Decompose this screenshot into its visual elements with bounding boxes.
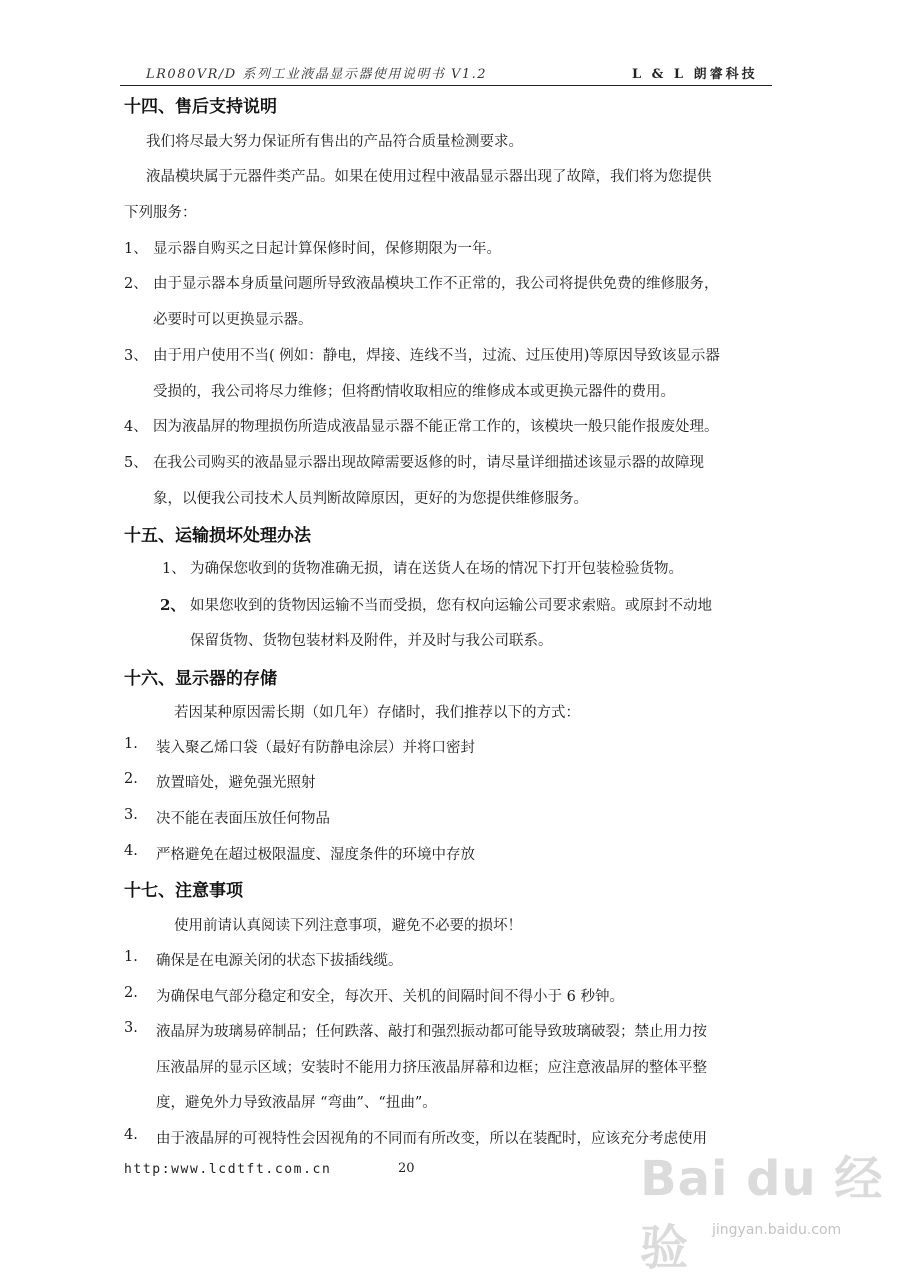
list-item-text: 象，以便我公司技术人员判断故障原因，更好的为您提供维修服务。: [153, 491, 588, 507]
list-item-number: 3、: [124, 348, 148, 364]
list-item-text: 必要时可以更换显示器。: [153, 312, 313, 328]
list-item-number: 3.: [124, 807, 138, 823]
section-14-intro-1: 我们将尽最大努力保证所有售出的产品符合质量检测要求。: [146, 134, 523, 150]
footer-url: http:www.lcdtft.com.cn: [124, 1162, 332, 1177]
section-16-intro: 若因某种原因需长期（如几年）存储时，我们推荐以下的方式：: [174, 705, 580, 721]
list-item-text: 装入聚乙烯口袋（最好有防静电涂层）并将口密封: [156, 740, 475, 756]
list-item-number: 1.: [124, 736, 138, 752]
list-item-number: 5、: [124, 455, 148, 471]
section-15-heading: 十五、运输损坏处理办法: [124, 526, 311, 546]
list-item-number: 2、: [160, 596, 186, 614]
list-item-text: 确保是在电源关闭的状态下拔插线缆。: [156, 953, 403, 969]
list-item-text: 压液晶屏的显示区域；安装时不能用力挤压液晶屏幕和边框；应注意液晶屏的整体平整: [156, 1060, 707, 1076]
page-header: [120, 63, 772, 86]
watermark-logo: Bai du 经验: [640, 1151, 884, 1276]
section-17-heading: 十七、注意事项: [124, 881, 243, 901]
list-item-number: 1.: [124, 949, 138, 965]
list-item-number: 2.: [124, 771, 138, 787]
section-14-heading: 十四、售后支持说明: [124, 97, 277, 117]
list-item-number: 1、: [124, 241, 148, 257]
list-item-number: 1、: [162, 561, 186, 577]
list-item-text: 为确保电气部分稳定和安全，每次开、关机的间隔时间不得小于 6 秒钟。: [156, 989, 624, 1005]
list-item-text: 由于液晶屏的可视特性会因视角的不同而有所改变，所以在装配时，应该充分考虑使用: [156, 1131, 707, 1147]
watermark-url: jingyan.baidu.com: [712, 1222, 842, 1238]
section-16-heading: 十六、显示器的存储: [124, 669, 277, 689]
section-14-intro-2a: 液晶模块属于元器件类产品。如果在使用过程中液晶显示器出现了故障，我们将为您提供: [146, 169, 712, 185]
list-item-number: 4.: [124, 843, 138, 859]
list-item-number: 4、: [124, 419, 148, 435]
list-item-text: 为确保您收到的货物准确无损，请在送货人在场的情况下打开包装检验货物。: [190, 561, 683, 577]
list-item-text: 由于显示器本身质量问题所导致液晶模块工作不正常的，我公司将提供免费的维修服务，: [153, 276, 719, 292]
list-item-text: 受损的，我公司将尽力维修；但将酌情收取相应的维修成本或更换元器件的费用。: [153, 384, 675, 400]
list-item-number: 4.: [124, 1127, 138, 1143]
company-name: L & L 朗睿科技: [632, 67, 758, 82]
baidu-jingyan-watermark: [640, 1140, 890, 1276]
document-title: LR080VR/D 系列工业液晶显示器使用说明书 V1.2: [146, 67, 488, 82]
list-item-text: 决不能在表面压放任何物品: [156, 811, 330, 827]
list-item-text: 液晶屏为玻璃易碎制品；任何跌落、敲打和强烈振动都可能导致玻璃破裂；禁止用力按: [156, 1024, 707, 1040]
section-14-intro-2b: 下列服务：: [124, 205, 197, 221]
section-17-intro: 使用前请认真阅读下列注意事项，避免不必要的损坏！: [174, 918, 522, 934]
list-item-text: 保留货物、货物包装材料及附件，并及时与我公司联系。: [190, 633, 553, 649]
list-item-text: 如果您收到的货物因运输不当而受损，您有权向运输公司要求索赔。或原封不动地: [190, 598, 712, 614]
list-item-text: 由于用户使用不当( 例如：静电，焊接、连线不当，过流、过压使用)等原因导致该显示器: [153, 348, 720, 364]
list-item-text: 在我公司购买的液晶显示器出现故障需要返修的时，请尽量详细描述该显示器的故障现: [153, 455, 704, 471]
page-number: 20: [398, 1161, 415, 1176]
list-item-text: 放置暗处，避免强光照射: [156, 775, 316, 791]
list-item-text: 因为液晶屏的物理损伤所造成液晶显示器不能正常工作的，该模块一般只能作报废处理。: [153, 419, 719, 435]
list-item-number: 2、: [124, 276, 148, 292]
list-item-text: 显示器自购买之日起计算保修时间，保修期限为一年。: [153, 241, 501, 257]
list-item-text: 严格避免在超过极限温度、湿度条件的环境中存放: [156, 847, 475, 863]
list-item-number: 2.: [124, 985, 138, 1001]
list-item-text: 度，避免外力导致液晶屏 “弯曲”、“扭曲”。: [156, 1095, 437, 1111]
list-item-number: 3.: [124, 1020, 138, 1036]
